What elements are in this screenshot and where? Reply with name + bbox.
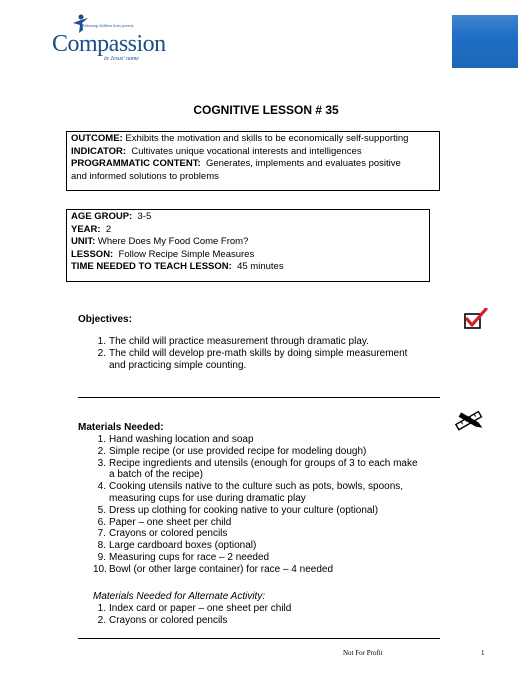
- list-item: [93, 564, 443, 576]
- lesson-details-box: [66, 209, 430, 282]
- list-item-text: Bowl (or other large container) for race – 4 needed: [109, 563, 334, 575]
- list-item-number: 2.: [97, 445, 106, 457]
- list-item: [93, 348, 433, 372]
- pencil-ruler-icon: [452, 408, 488, 434]
- list-item-text: Index card or paper – one sheet per child: [109, 603, 292, 614]
- list-item-number: 6.: [97, 516, 106, 528]
- age-label: AGE GROUP:: [71, 211, 133, 222]
- footer-divider: [78, 638, 440, 639]
- objectives-list: [93, 336, 433, 371]
- logo-tagline: Releasing children from poverty: [82, 23, 134, 28]
- materials-heading: Materials Needed:: [78, 422, 164, 433]
- list-item-number: 9.: [97, 551, 106, 563]
- content-value-line1: Generates, implements and evaluates positive: [205, 158, 401, 169]
- list-item: [93, 336, 433, 348]
- list-item-number: 1.: [97, 336, 106, 347]
- age-value: 3-5: [137, 211, 152, 222]
- page-number: 1: [481, 649, 485, 657]
- list-item-number: 1.: [97, 434, 106, 445]
- list-item-text: Large cardboard boxes (optional): [109, 540, 257, 552]
- page-title: COGNITIVE LESSON # 35: [193, 103, 339, 117]
- materials-list: [93, 434, 443, 576]
- list-item-text: Paper – one sheet per child: [109, 516, 232, 528]
- year-value: 2: [105, 223, 112, 235]
- list-item-number: 5.: [97, 504, 106, 516]
- list-item-number: 2.: [97, 614, 106, 626]
- list-item: [93, 528, 443, 540]
- list-item-text-continued: measuring cups for use during dramatic play: [109, 492, 306, 504]
- indicator-value: Cultivates unique vocational interests and intelligences: [131, 145, 362, 157]
- list-item-text: Hand washing location and soap: [109, 434, 254, 445]
- objectives-heading: Objectives:: [78, 314, 132, 325]
- section-divider: [78, 397, 440, 398]
- logo-subline: in Jesus' name: [104, 56, 139, 62]
- list-item: [93, 434, 443, 446]
- lesson-value: Follow Recipe Simple Measures: [118, 248, 255, 260]
- logo-wordmark: Compassion: [52, 31, 166, 57]
- list-item: [93, 481, 443, 505]
- list-item-number: 2.: [97, 347, 106, 359]
- lesson-row: [71, 249, 425, 262]
- list-item-text: The child will develop pre-math skills by doing simple measurement: [109, 347, 408, 359]
- unit-label: UNIT:: [71, 236, 96, 247]
- outcome-value: Exhibits the motivation and skills to be economically self-supporting: [125, 133, 409, 144]
- checkbox-check-icon: [463, 308, 489, 330]
- content-value-line2: and informed solutions to problems: [71, 170, 219, 182]
- time-row: [71, 261, 425, 274]
- year-row: [71, 224, 425, 237]
- indicator-row: [71, 146, 435, 159]
- list-item-number: 7.: [97, 528, 106, 540]
- list-item-text: Crayons or colored pencils: [109, 614, 228, 626]
- list-item: [93, 540, 443, 552]
- outcome-label: OUTCOME:: [71, 133, 123, 144]
- content-row: [71, 158, 435, 171]
- outcome-row: [71, 133, 435, 146]
- list-item: [93, 505, 443, 517]
- list-item: [93, 458, 443, 482]
- footer-text: Not For Profit: [343, 649, 383, 657]
- list-item-text: The child will practice measurement through dramatic play.: [109, 336, 369, 347]
- list-item-number: 1.: [97, 603, 106, 614]
- year-label: YEAR:: [71, 223, 101, 235]
- age-row: [71, 211, 425, 224]
- lesson-label: LESSON:: [71, 248, 114, 260]
- list-item-number: 10.: [93, 563, 107, 575]
- time-value: 45 minutes: [237, 261, 284, 272]
- unit-row: [71, 236, 425, 249]
- list-item: [93, 603, 433, 615]
- list-item-number: 8.: [97, 540, 106, 552]
- content-label: PROGRAMMATIC CONTENT:: [71, 158, 201, 169]
- list-item-text: Cooking utensils native to the culture such as pots, bowls, spoons,: [109, 481, 404, 493]
- list-item-text: Measuring cups for race – 2 needed: [109, 551, 270, 563]
- time-label: TIME NEEDED TO TEACH LESSON:: [71, 261, 232, 272]
- decorative-blue-block: [452, 15, 518, 68]
- list-item-number: 3.: [97, 457, 106, 469]
- list-item: [93, 517, 443, 529]
- list-item-text: Crayons or colored pencils: [109, 528, 228, 540]
- list-item: [93, 615, 433, 627]
- indicator-label: INDICATOR:: [71, 145, 127, 157]
- list-item-text: Simple recipe (or use provided recipe for modeling dough): [109, 445, 367, 457]
- compassion-logo: [52, 22, 166, 68]
- list-item-text-continued: and practicing simple counting.: [109, 359, 247, 371]
- list-item-number: 4.: [97, 481, 106, 493]
- outcome-box: [66, 131, 440, 191]
- list-item-text-continued: a batch of the recipe): [109, 469, 203, 481]
- unit-value: Where Does My Food Come From?: [97, 236, 249, 247]
- alternate-materials-list: [93, 603, 433, 627]
- list-item-text: Dress up clothing for cooking native to your culture (optional): [109, 504, 379, 516]
- list-item: [93, 552, 443, 564]
- list-item: [93, 446, 443, 458]
- list-item-text: Recipe ingredients and utensils (enough for groups of 3 to each make: [109, 457, 418, 469]
- alternate-materials-heading: Materials Needed for Alternate Activity:: [93, 591, 266, 602]
